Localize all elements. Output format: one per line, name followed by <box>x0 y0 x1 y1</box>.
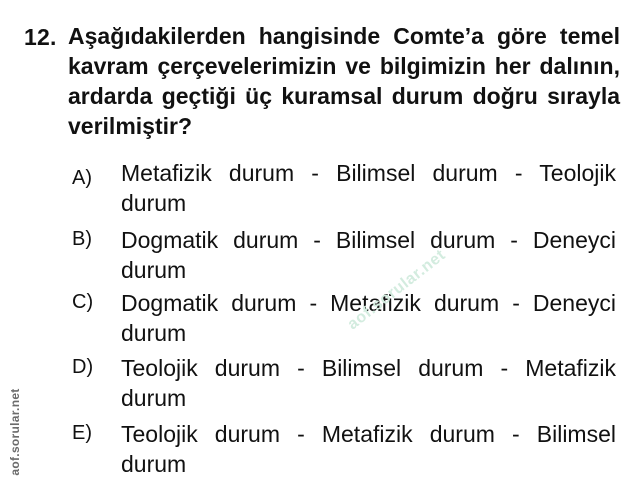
option-e-text: Teolojik durum - Metafizik durum - Bilimsel durum <box>121 421 616 477</box>
question-number: 12. <box>24 24 57 50</box>
option-a-letter: A) <box>72 167 92 189</box>
option-e-letter: E) <box>72 422 92 444</box>
option-a-text: Metafizik durum - Bilimsel durum - Teolojik durum <box>121 160 616 216</box>
option-c-text: Dogmatik durum - Metafizik durum - Deneyci durum <box>121 290 616 346</box>
option-c-letter: C) <box>72 291 94 313</box>
center-watermark: aof.sorular.net <box>344 246 449 334</box>
option-b-text: Dogmatik durum - Bilimsel durum - Deneyci durum <box>121 227 616 283</box>
side-watermark: aof.sorular.net <box>8 388 22 476</box>
option-d-letter: D) <box>72 356 94 378</box>
option-b-letter: B) <box>72 228 92 250</box>
option-d-text: Teolojik durum - Bilimsel durum - Metafizik durum <box>121 355 616 411</box>
question-stem: Aşağıdakilerden hangisinde Comte’a göre temel kavram çerçevelerimizin ve bilgimizin her dalının, ardarda geçtiği üç kuramsal durum doğru sırayla verilmiştir? <box>68 23 620 139</box>
